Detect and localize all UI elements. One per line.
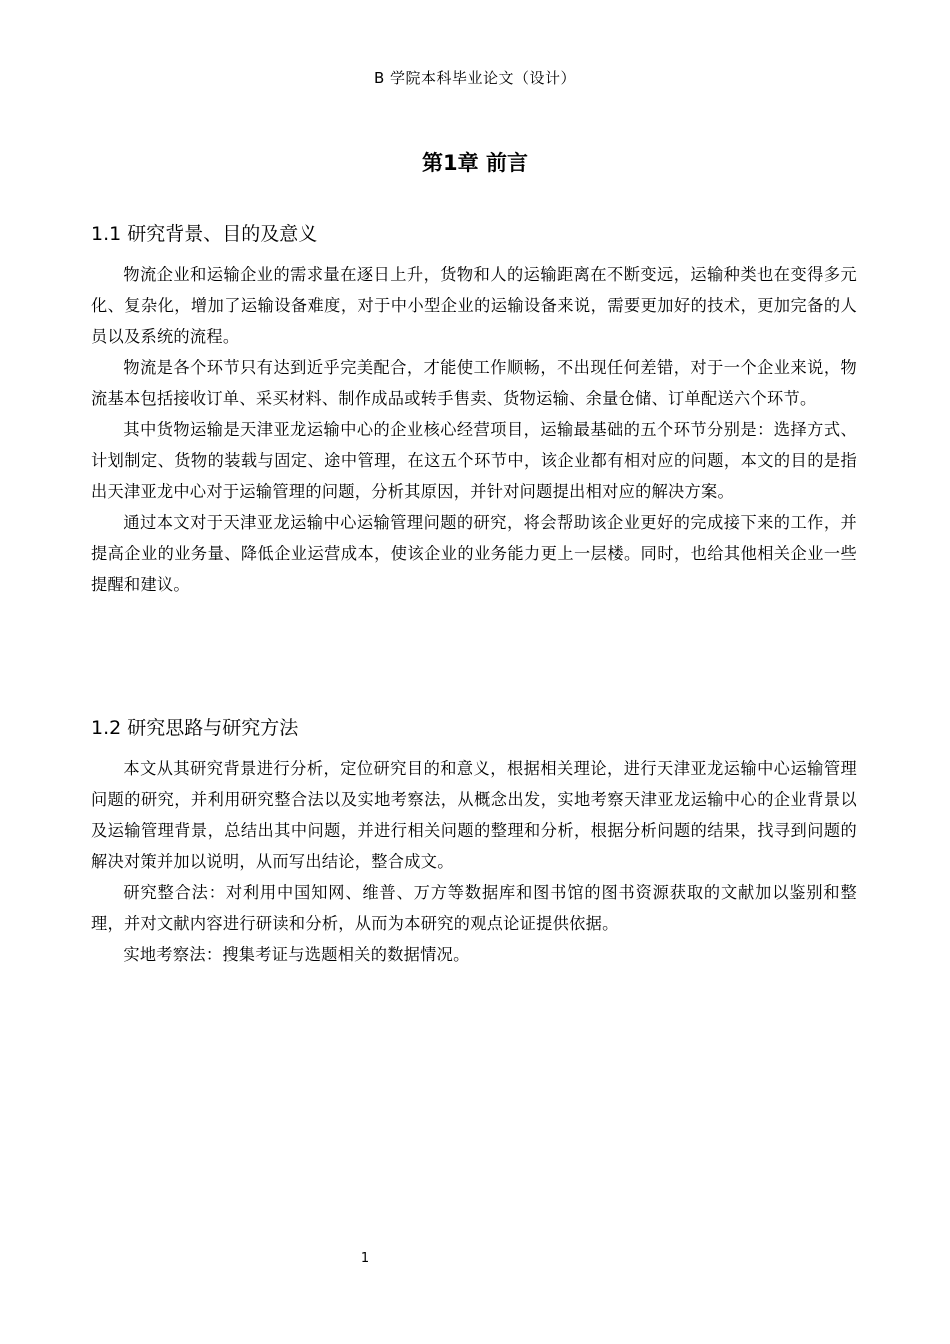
page-header: B 学院本科毕业论文（设计） — [373, 69, 577, 87]
paragraph: 实地考察法：搜集考证与选题相关的数据情况。 — [123, 945, 470, 964]
page-number: 1 — [360, 1251, 370, 1266]
paragraph: 物流企业和运输企业的需求量在逐日上升，货物和人的运输距离在不断变远，运输种类也在变得多元化、复杂化，增加了运输设备难度，对于中小型企业的运输设备来说，需要更加好的技术，更加完备的人员以及系统的流程。 — [91, 265, 857, 346]
paragraph: 研究整合法：对利用中国知网、维普、万方等数据库和图书馆的图书资源获取的文献加以鉴别和整理，并对文献内容进行研读和分析，从而为本研究的观点论证提供依据。 — [91, 883, 857, 933]
paragraph: 通过本文对于天津亚龙运输中心运输管理问题的研究，将会帮助该企业更好的完成接下来的工作，并提高企业的业务量、降低企业运营成本，使该企业的业务能力更上一层楼。同时，也给其他相关企业一些提醒和建议。 — [91, 513, 857, 594]
paragraph: 其中货物运输是天津亚龙运输中心的企业核心经营项目，运输最基础的五个环节分别是：选择方式、计划制定、货物的装载与固定、途中管理，在这五个环节中，该企业都有相对应的问题，本文的目的是指出天津亚龙中心对于运输管理的问题，分析其原因，并针对问题提出相对应的解决方案。 — [91, 420, 857, 501]
paragraph: 物流是各个环节只有达到近乎完美配合，才能使工作顺畅，不出现任何差错，对于一个企业来说，物流基本包括接收订单、采买材料、制作成品或转手售卖、货物运输、余量仓储、订单配送六个环节。 — [91, 358, 857, 408]
section-title: 1.2 研究思路与研究方法 — [91, 717, 299, 739]
paragraph: 本文从其研究背景进行分析，定位研究目的和意义，根据相关理论，进行天津亚龙运输中心运输管理问题的研究，并利用研究整合法以及实地考察法，从概念出发，实地考察天津亚龙运输中心的企业背景以及运输管理背景，总结出其中问题，并进行相关问题的整理和分析，根据分析问题的结果，找寻到问题的解决对策并加以说明，从而写出结论，整合成文。 — [91, 759, 857, 871]
section-1-1 — [91, 220, 857, 600]
section-title: 1.1 研究背景、目的及意义 — [91, 223, 318, 245]
chapter-title: 第1章 前言 — [422, 151, 528, 175]
section-1-2 — [91, 714, 857, 970]
